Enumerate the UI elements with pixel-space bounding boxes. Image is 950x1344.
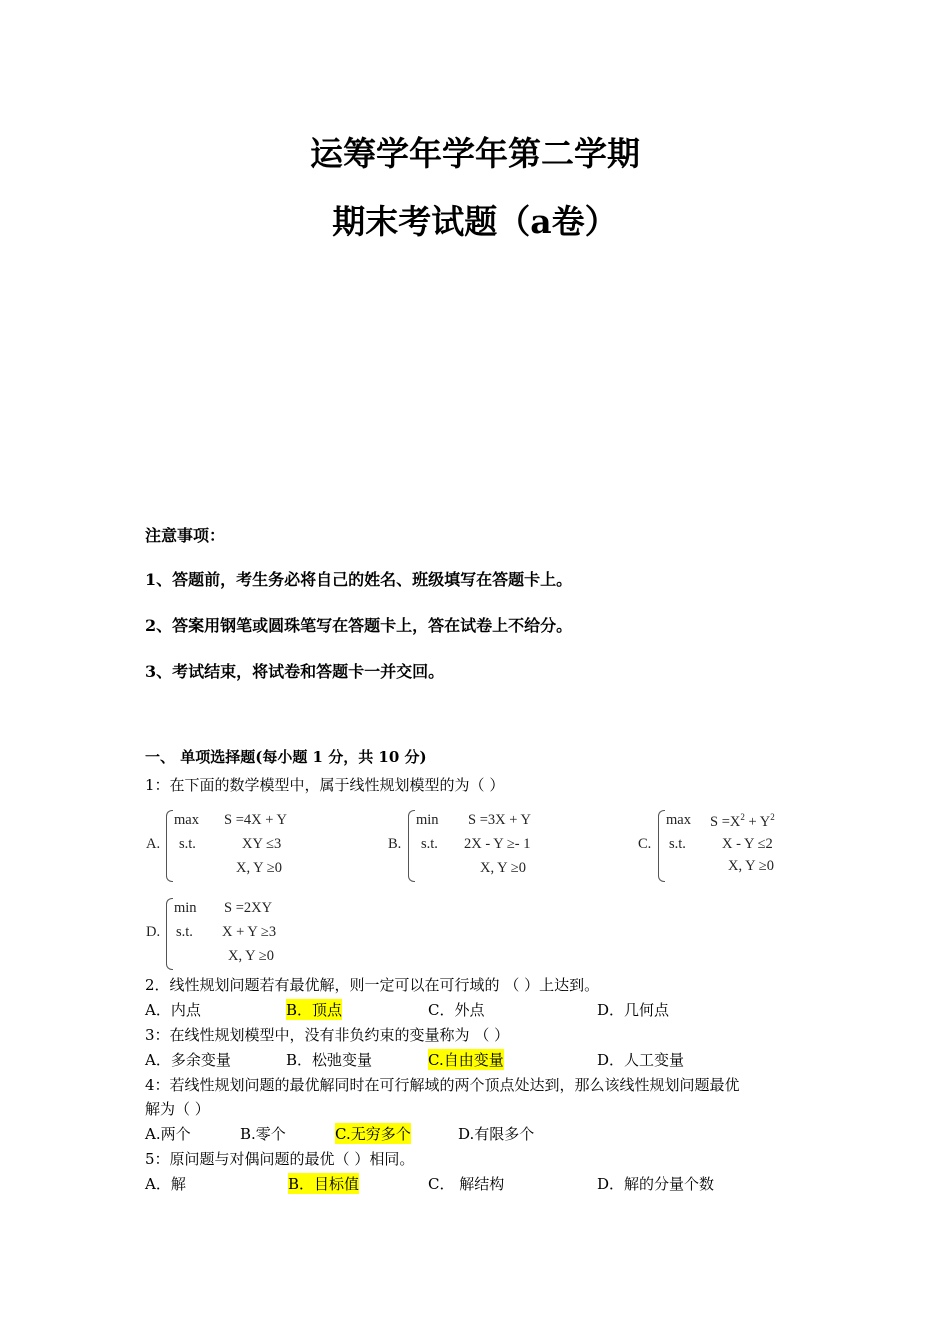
question-3-option-b: B．松弛变量 <box>286 1051 373 1069</box>
formula-b-st: s.t. <box>421 836 438 852</box>
question-4-option-d: D.有限多个 <box>458 1125 535 1143</box>
formula-c-objective <box>710 812 775 831</box>
formula-b-constraint: 2X - Y ≥- 1 <box>464 836 531 852</box>
formula-a-objective: S =4X + Y <box>224 812 287 828</box>
question-3-option-d: D．人工变量 <box>597 1051 685 1069</box>
formula-b-nonneg: X, Y ≥0 <box>480 860 526 876</box>
formula-b-objective-kind: min <box>416 812 439 828</box>
brace <box>408 810 415 882</box>
formula-option-c <box>638 808 858 884</box>
question-2-option-a: A．内点 <box>145 1001 201 1019</box>
question-5-option-a: A．解 <box>145 1175 186 1193</box>
formula-c-nonneg: X, Y ≥0 <box>728 858 774 874</box>
question-4-stem-line-1: 4：若线性规划问题的最优解同时在可行解域的两个顶点处达到，那么该线性规划问题最优 <box>145 1076 740 1094</box>
formula-c-objective-y: + Y <box>744 814 771 830</box>
question-3-option-c: C.自由变量 <box>428 1051 504 1069</box>
question-2-option-d: D．几何点 <box>597 1001 670 1019</box>
formula-a-objective-kind: max <box>174 812 199 828</box>
question-5-option-d: D．解的分量个数 <box>597 1175 715 1193</box>
brace <box>166 898 173 970</box>
question-4-stem-line-2: 解为（ ） <box>145 1100 210 1118</box>
formula-option-c-label: C. <box>638 836 652 852</box>
notice-item-2: 2、答案用钢笔或圆珠笔写在答题卡上，答在试卷上不给分。 <box>145 616 573 635</box>
formula-c-exp-1: 2 <box>740 812 745 822</box>
formula-a-st: s.t. <box>179 836 196 852</box>
formula-option-d <box>146 896 366 972</box>
formula-b-objective: S =3X + Y <box>468 812 531 828</box>
formula-a-nonneg: X, Y ≥0 <box>236 860 282 876</box>
formula-c-constraint: X - Y ≤2 <box>722 836 773 852</box>
brace <box>166 810 173 882</box>
notice-item-3: 3、考试结束，将试卷和答题卡一并交回。 <box>145 662 445 681</box>
formula-d-st: s.t. <box>176 924 193 940</box>
formula-option-b <box>388 808 608 884</box>
question-3-stem: 3：在线性规划模型中，没有非负约束的变量称为 （ ） <box>145 1026 510 1044</box>
question-3-option-a: A．多余变量 <box>145 1051 231 1069</box>
question-2-option-b: B．顶点 <box>286 1001 343 1019</box>
formula-c-exp-2: 2 <box>770 812 775 822</box>
formula-c-objective-kind: max <box>666 812 691 828</box>
question-2-option-c: C．外点 <box>428 1001 485 1019</box>
formula-d-objective: S =2XY <box>224 900 273 916</box>
question-5-option-c: C． 解结构 <box>428 1175 505 1193</box>
question-4-option-b: B.零个 <box>240 1125 286 1143</box>
exam-subtitle: 期末考试题（a卷） <box>332 202 618 241</box>
formula-option-d-label: D. <box>146 924 161 940</box>
formula-a-constraint: XY ≤3 <box>242 836 282 852</box>
question-4-option-c: C.无穷多个 <box>335 1125 411 1143</box>
formula-c-objective-x: S =X <box>710 814 741 830</box>
formula-d-constraint: X + Y ≥3 <box>222 924 277 940</box>
formula-option-a-label: A. <box>146 836 161 852</box>
notice-heading: 注意事项： <box>145 526 226 545</box>
question-1-stem: 1：在下面的数学模型中，属于线性规划模型的为（ ） <box>145 776 505 794</box>
formula-d-nonneg: X, Y ≥0 <box>228 948 274 964</box>
formula-option-b-label: B. <box>388 836 402 852</box>
question-4-option-a: A.两个 <box>145 1125 191 1143</box>
question-5-option-b: B．目标值 <box>288 1175 360 1193</box>
notice-item-1: 1、答题前，考生务必将自己的姓名、班级填写在答题卡上。 <box>145 570 573 589</box>
exam-title: 运筹学年学年第二学期 <box>310 134 640 173</box>
formula-c-st: s.t. <box>669 836 686 852</box>
section-heading-single-choice: 一、 单项选择题(每小题 1 分，共 10 分) <box>145 748 427 766</box>
brace <box>658 810 665 882</box>
formula-d-objective-kind: min <box>174 900 197 916</box>
question-5-stem: 5：原问题与对偶问题的最优（ ）相同。 <box>145 1150 415 1168</box>
formula-option-a <box>146 808 366 884</box>
question-2-stem: 2．线性规划问题若有最优解，则一定可以在可行域的 （ ）上达到。 <box>145 976 600 994</box>
